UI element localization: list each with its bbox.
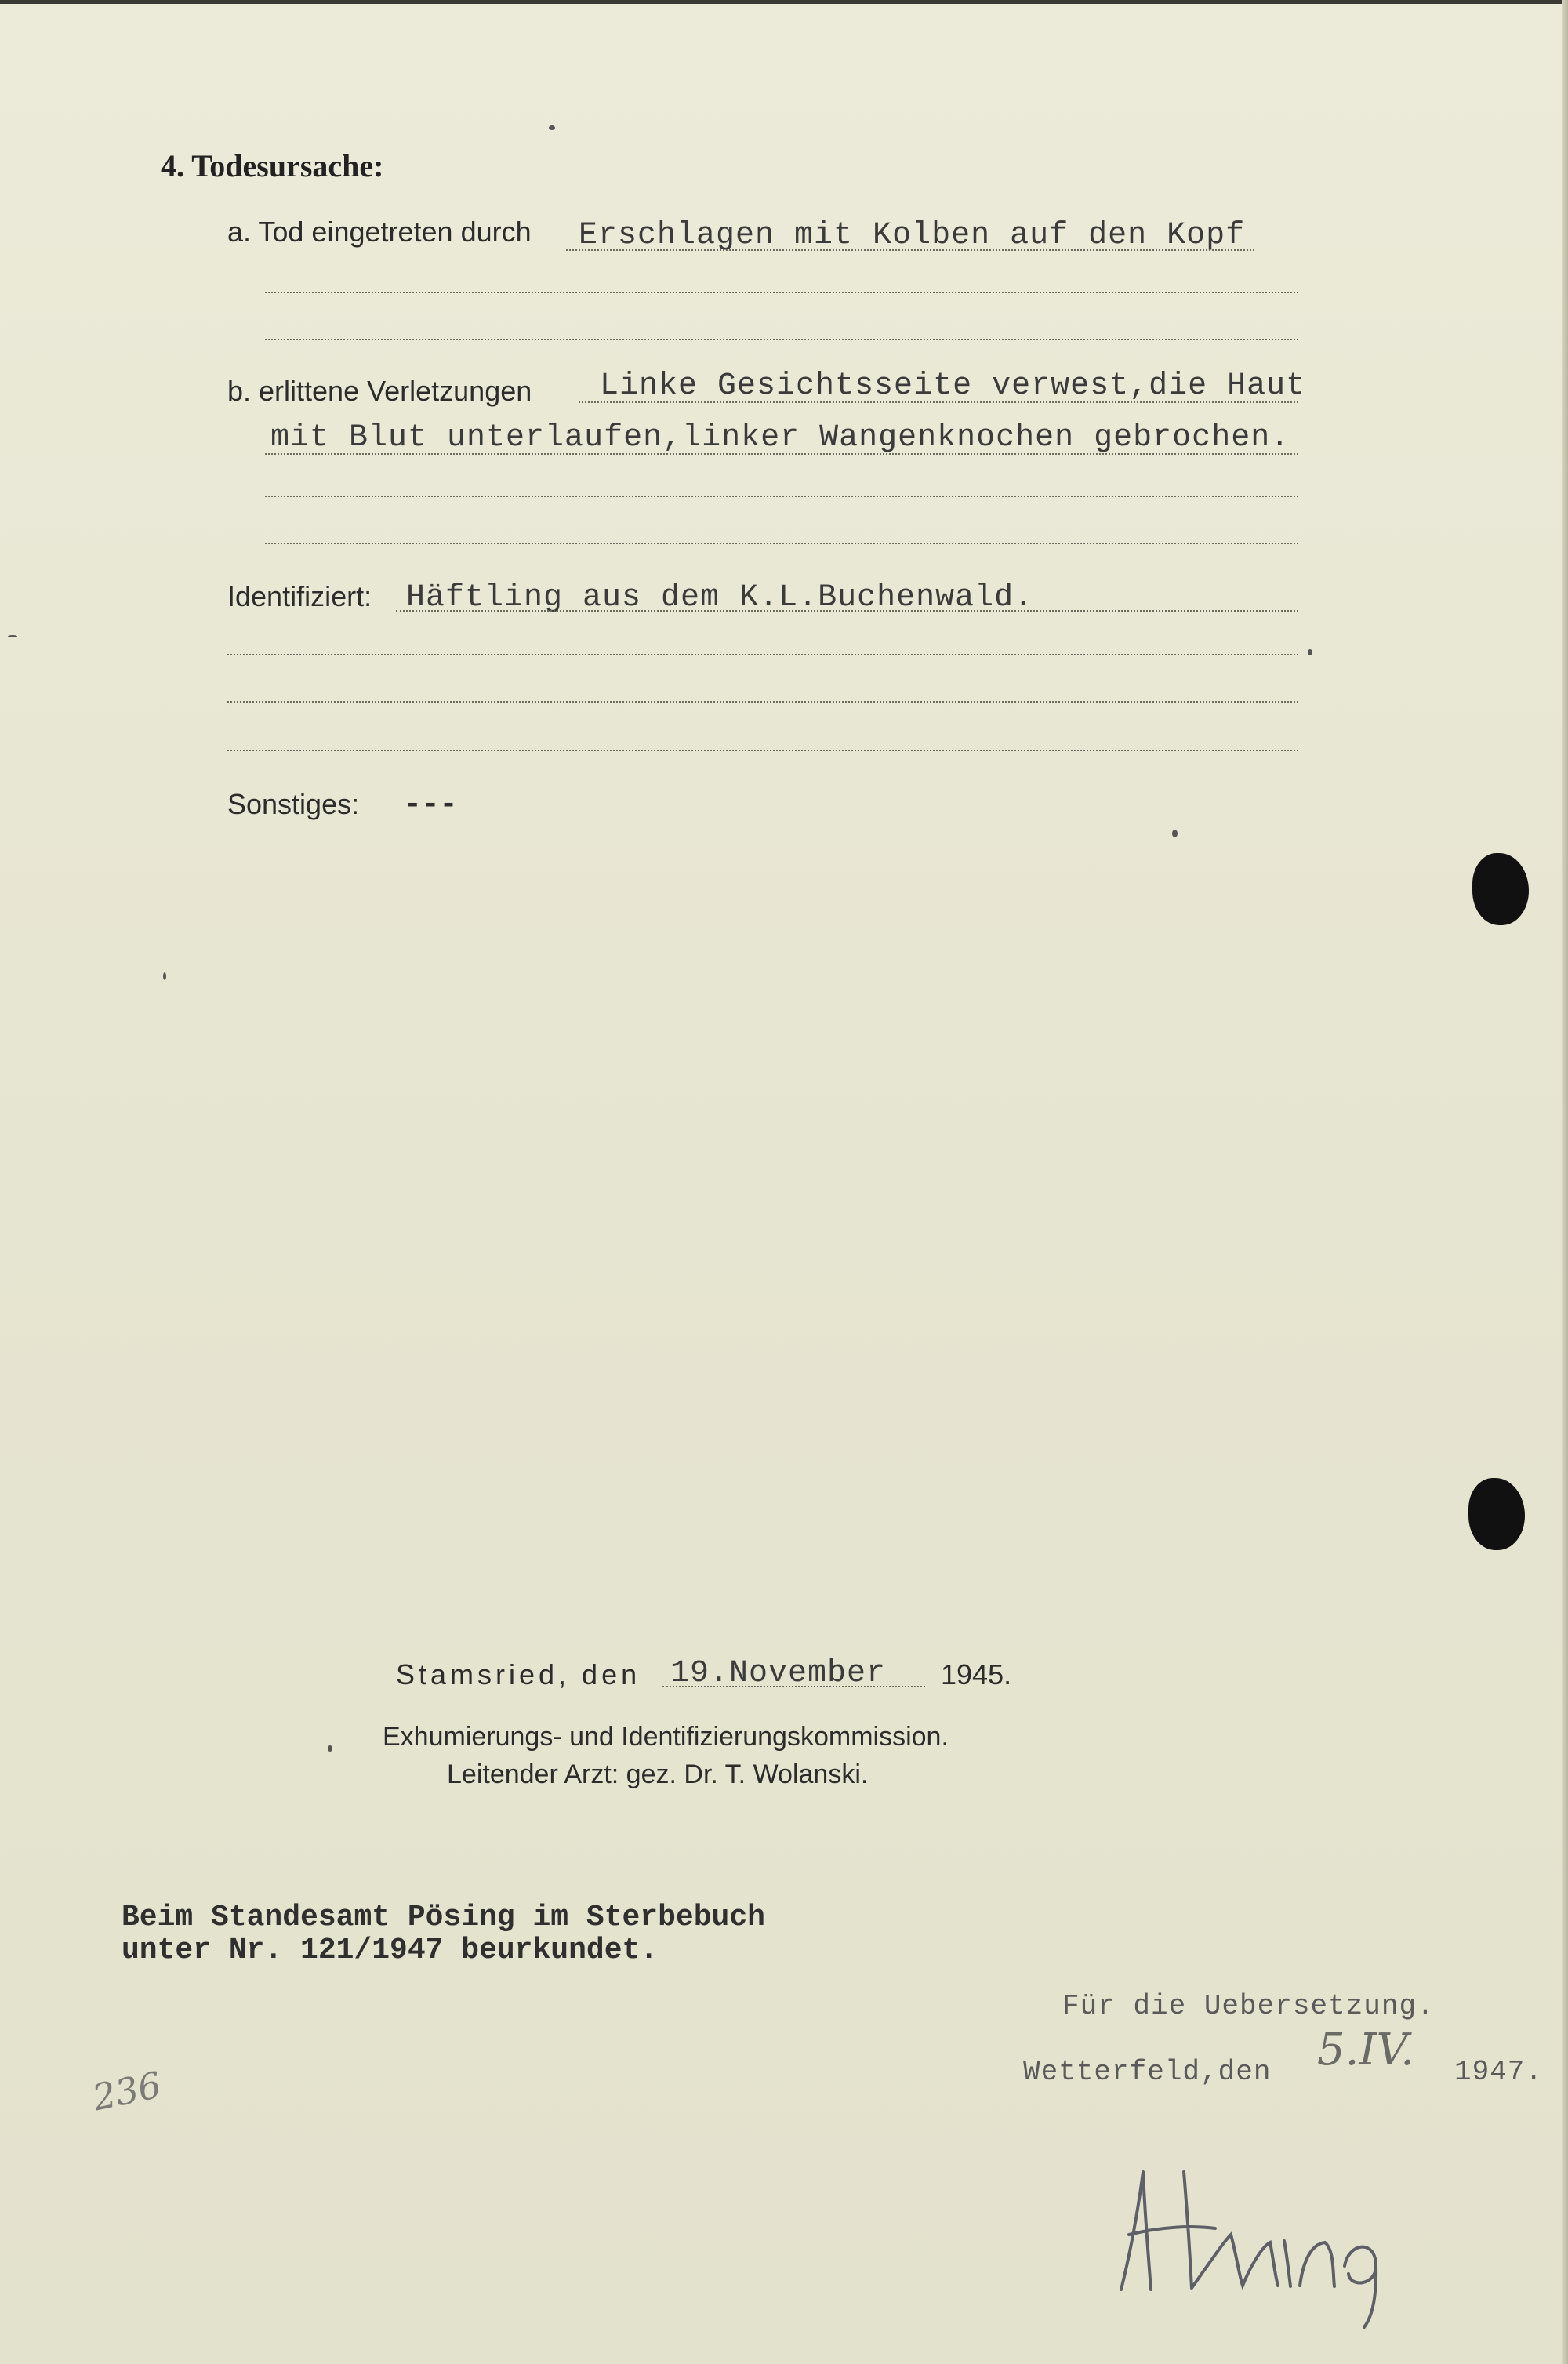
cause-dotted-line-3 xyxy=(265,339,1298,340)
injuries-dotted-line-1 xyxy=(579,401,1298,403)
cause-dotted-line-2 xyxy=(265,292,1298,293)
identified-dotted-line-2 xyxy=(227,654,1298,655)
cause-label: a. Tod eingetreten durch xyxy=(227,216,532,248)
translation-place: Wetterfeld,den xyxy=(1023,2056,1272,2088)
identified-dotted-line-4 xyxy=(227,750,1298,751)
speck xyxy=(163,972,166,980)
misc-label: Sonstiges: xyxy=(227,788,360,820)
commission-title: Exhumierungs- und Identifizierungskommission. xyxy=(383,1722,949,1752)
cause-dotted-line xyxy=(566,249,1254,251)
signature-handwritten xyxy=(1105,2148,1403,2329)
injuries-value-line2: mit Blut unterlaufen,linker Wangenknochen gebrochen. xyxy=(270,420,1290,456)
translation-date-handwritten: 5.IV. xyxy=(1317,2024,1415,2075)
injuries-dotted-line-4 xyxy=(265,543,1298,544)
section-heading: 4. Todesursache: xyxy=(161,148,384,183)
injuries-label: b. erlittene Verletzungen xyxy=(227,375,532,407)
margin-note-handwritten: 236 xyxy=(89,2063,165,2119)
scan-top-edge xyxy=(0,0,1568,4)
injuries-value-line1: Linke Gesichtsseite verwest,die Haut xyxy=(600,369,1306,404)
place-date-prefix: Stamsried, den xyxy=(396,1658,641,1690)
misc-value: --- xyxy=(404,788,458,822)
speck xyxy=(328,1745,332,1752)
punch-hole-mark-top xyxy=(1472,853,1529,925)
punch-hole-mark-bottom xyxy=(1468,1478,1525,1550)
registry-line-1: Beim Standesamt Pösing im Sterbebuch xyxy=(122,1901,765,1934)
registry-line-2: unter Nr. 121/1947 beurkundet. xyxy=(122,1934,659,1967)
speck xyxy=(549,125,555,130)
injuries-dotted-line-2 xyxy=(265,453,1298,455)
translation-line-1: Für die Uebersetzung. xyxy=(1062,1990,1435,2022)
translation-year: 1947. xyxy=(1454,2056,1544,2088)
date-value: 19.November xyxy=(670,1656,887,1691)
identified-label: Identifiziert: xyxy=(227,580,372,612)
injuries-dotted-line-3 xyxy=(265,496,1298,497)
year-value: 1945. xyxy=(941,1658,1012,1690)
scan-right-edge xyxy=(1562,0,1568,2364)
speck xyxy=(1308,649,1312,655)
identified-dotted-line-1 xyxy=(396,610,1298,612)
speck xyxy=(8,635,17,637)
speck xyxy=(1172,830,1178,837)
identified-value: Häftling aus dem K.L.Buchenwald. xyxy=(406,580,1034,616)
identified-dotted-line-3 xyxy=(227,701,1298,703)
cause-value: Erschlagen mit Kolben auf den Kopf xyxy=(579,218,1246,253)
date-dotted-line xyxy=(662,1686,925,1687)
doctor-line: Leitender Arzt: gez. Dr. T. Wolanski. xyxy=(447,1759,869,1789)
